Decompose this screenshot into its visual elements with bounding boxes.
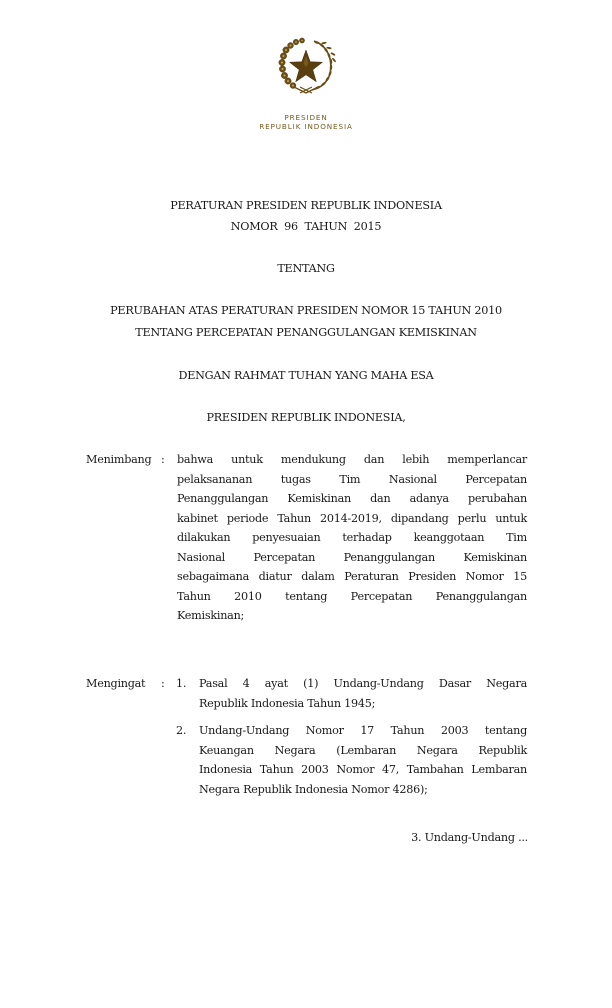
garuda-emblem-icon <box>276 36 336 96</box>
mengingat-line: Indonesia Tahun 2003 Nomor 47, Tambahan Lembaran <box>199 763 527 776</box>
mengingat-item-1 <box>199 674 527 713</box>
menimbang-line: Tahun 2010 tentang Percepatan Penanggulangan <box>177 589 527 603</box>
mengingat-line: Pasal 4 ayat (1) Undang-Undang Dasar Negara <box>199 677 527 690</box>
subject-line-1: PERUBAHAN ATAS PERATURAN PRESIDEN NOMOR 15 TAHUN 2010 <box>110 304 502 317</box>
page-continuation: 3. Undang-Undang ... <box>411 831 528 844</box>
mengingat-item-2-number: 2. <box>176 724 187 737</box>
mengingat-line: Republik Indonesia Tahun 1945; <box>199 696 376 710</box>
issuer: PRESIDEN REPUBLIK INDONESIA, <box>206 411 406 424</box>
mengingat-item-2 <box>199 721 527 799</box>
menimbang-colon: : <box>161 453 165 466</box>
menimbang-line: Penanggulangan Kemiskinan dan adanya perubahan <box>177 492 527 505</box>
tentang-heading: TENTANG <box>277 262 335 275</box>
mengingat-line: Keuangan Negara (Lembaran Negara Republik <box>199 743 527 757</box>
menimbang-line: Nasional Percepatan Penanggulangan Kemiskinan <box>177 550 527 564</box>
menimbang-paragraph <box>177 450 527 626</box>
mengingat-line: Undang-Undang Nomor 17 Tahun 2003 tentang <box>199 724 527 737</box>
menimbang-line: kabinet periode Tahun 2014-2019, dipandang perlu untuk <box>177 511 527 525</box>
menimbang-line: pelaksananan tugas Tim Nasional Percepatan <box>177 472 527 486</box>
mengingat-label: Mengingat <box>86 677 146 690</box>
regulation-number: NOMOR 96 TAHUN 2015 <box>230 220 382 233</box>
mengingat-item-1-number: 1. <box>176 677 187 690</box>
mengingat-colon: : <box>161 677 165 690</box>
invocation: DENGAN RAHMAT TUHAN YANG MAHA ESA <box>178 369 434 382</box>
menimbang-label: Menimbang <box>86 453 152 466</box>
menimbang-line: dilakukan penyesuaian terhadap keanggotaan Tim <box>177 531 527 544</box>
regulation-title: PERATURAN PRESIDEN REPUBLIK INDONESIA <box>170 199 442 212</box>
subject-line-2: TENTANG PERCEPATAN PENANGGULANGAN KEMISKINAN <box>135 326 477 339</box>
emblem-caption-republik: REPUBLIK INDONESIA <box>259 122 353 131</box>
menimbang-line: Kemiskinan; <box>177 609 245 622</box>
menimbang-line: sebagaimana diatur dalam Peraturan Presiden Nomor 15 <box>177 570 527 583</box>
mengingat-line: Negara Republik Indonesia Nomor 4286); <box>199 782 428 796</box>
emblem-caption-presiden: PRESIDEN <box>284 113 328 122</box>
menimbang-line: bahwa untuk mendukung dan lebih memperlancar <box>177 453 527 466</box>
